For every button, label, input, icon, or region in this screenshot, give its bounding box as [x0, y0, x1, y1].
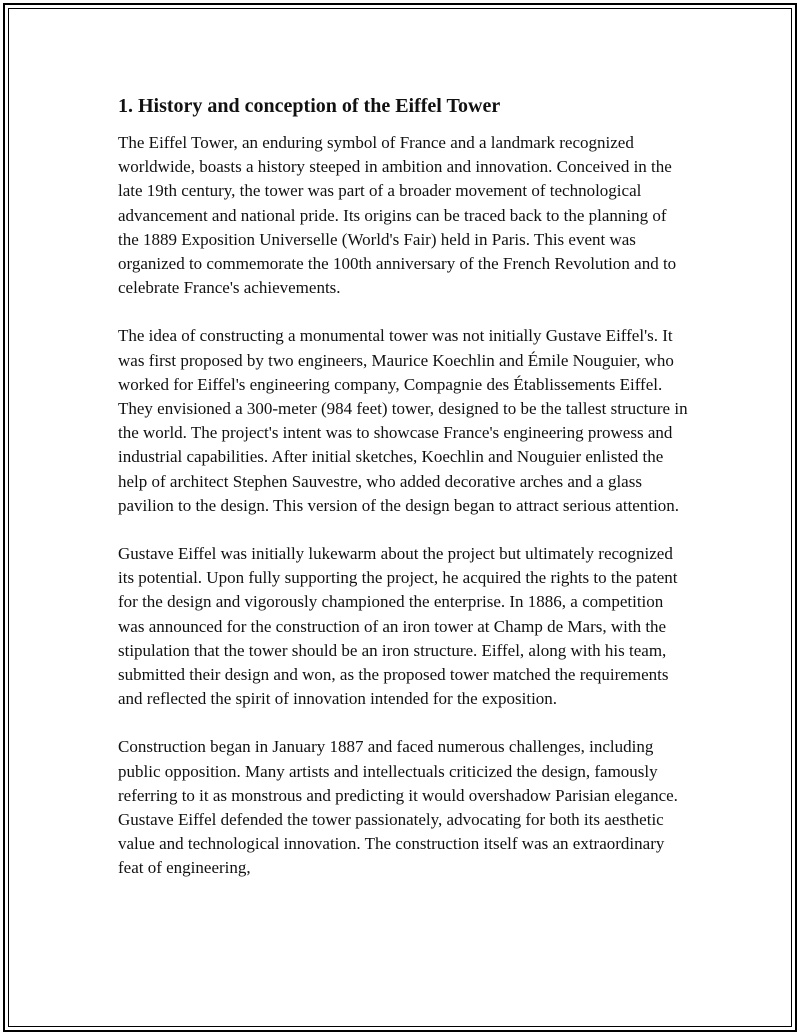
section-heading: 1. History and conception of the Eiffel Tower [118, 95, 501, 117]
paragraph-eiffel-support: Gustave Eiffel was initially lukewarm about the project but ultimately recognized its potential. Upon fully supporting the project, he acquired the rights to the patent for the design and vigorously championed the enterprise. In 1886, a competition was announced for the construction of an iron tower at Champ de Mars, with the stipulation that the tower should be an iron structure. Eiffel, along with his team, submitted their design and won, as the proposed tower matched the requirements and reflected the spirit of innovation intended for the exposition. [118, 544, 678, 709]
document-body [118, 93, 688, 905]
paragraph-design-idea: The idea of constructing a monumental tower was not initially Gustave Eiffel's. It was first proposed by two engineers, Maurice Koechlin and Émile Nouguier, who worked for Eiffel's engineering company, Compagnie des Établissements Eiffel. They envisioned a 300-meter (984 feet) tower, designed to be the tallest structure in the world. The project's intent was to showcase France's engineering prowess and industrial capabilities. After initial sketches, Koechlin and Nouguier enlisted the help of architect Stephen Sauvestre, who added decorative arches and a glass pavilion to the design. This version of the design began to attract serious attention. [118, 326, 688, 515]
paragraph-origins: The Eiffel Tower, an enduring symbol of France and a landmark recognized worldwide, boasts a history steeped in ambition and innovation. Conceived in the late 19th century, the tower was part of a broader movement of technological advancement and national pride. Its origins can be traced back to the planning of the 1889 Exposition Universelle (World's Fair) held in Paris. This event was organized to commemorate the 100th anniversary of the French Revolution and to celebrate France's achievements. [118, 133, 677, 298]
paragraph-construction: Construction began in January 1887 and faced numerous challenges, including public opposition. Many artists and intellectuals criticized the design, famously referring to it as monstrous and predicting it would overshadow Parisian elegance. Gustave Eiffel defended the tower passionately, advocating for both its aesthetic value and technological innovation. The construction itself was an extraordinary feat of engineering, [118, 737, 678, 878]
